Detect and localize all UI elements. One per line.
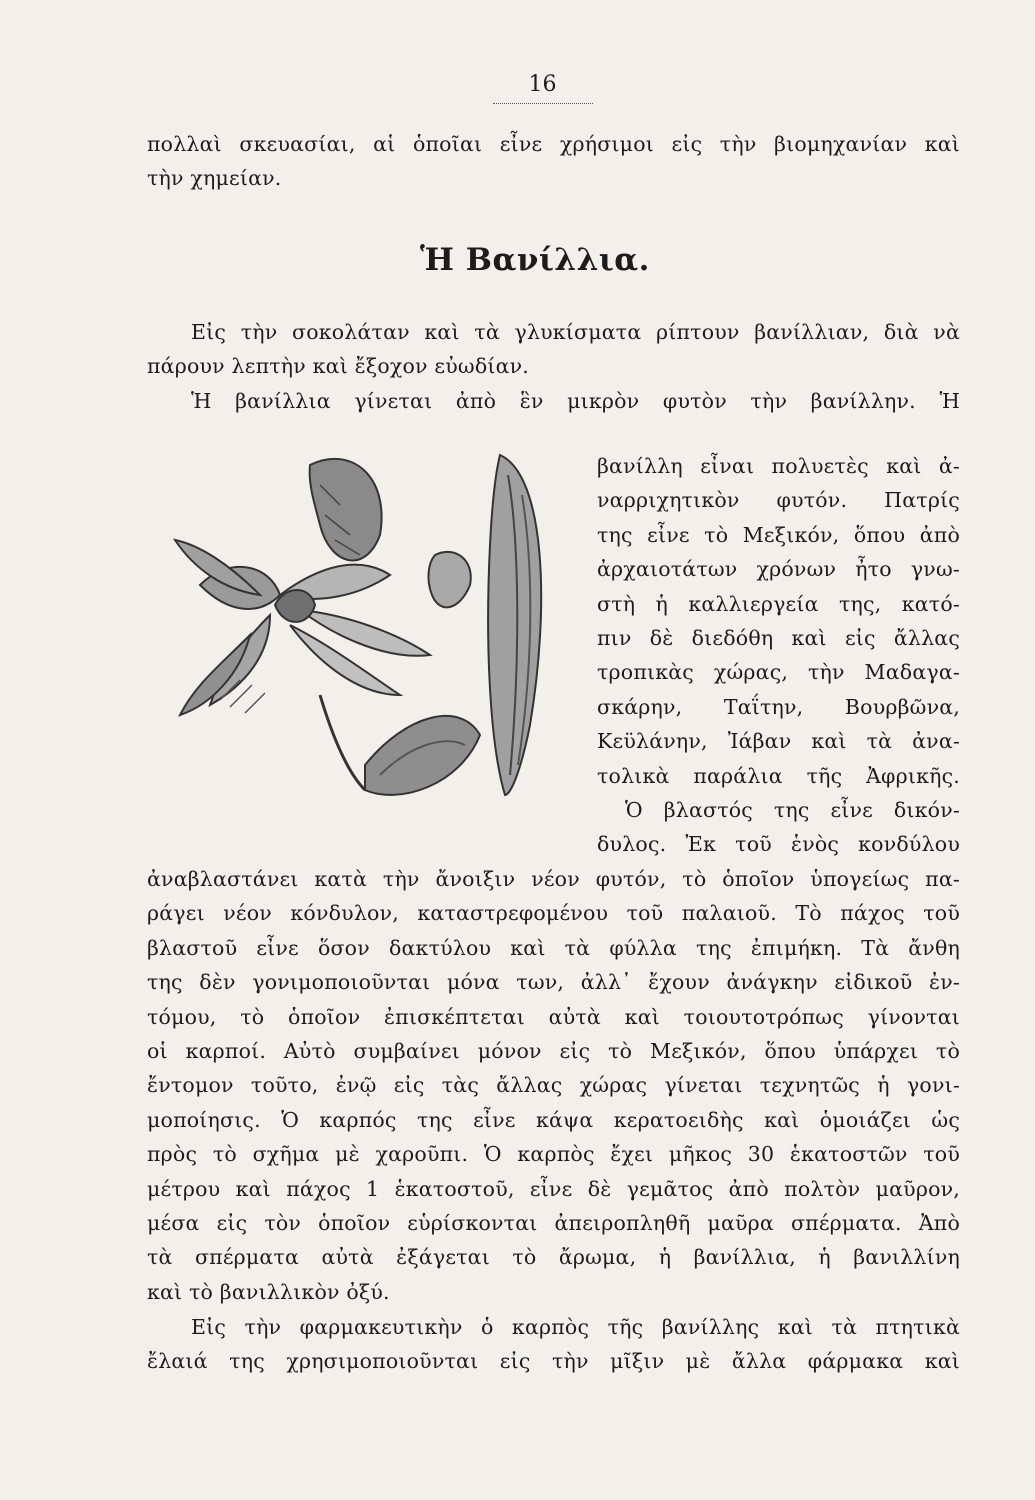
text-line: πρὸς τὸ σχῆμα μὲ χαροῦπι. Ὁ καρπὸς ἔχει μῆκος 30 ἑκατοστῶν τοῦ [147,1142,960,1167]
paragraph-2 [147,862,960,1309]
text-line: ράγει νέον κόνδυλον, καταστρεφομένου τοῦ παλαιοῦ. Τὸ πάχος τοῦ [147,901,960,926]
text-line: Ἡ βανίλλια γίνεται ἀπὸ ἓν μικρὸν φυτὸν τὴν βανίλλην. Ἡ [191,388,960,413]
vanilla-flower-engraving-icon [160,445,580,840]
text-line: τὴν χημείαν. [147,166,282,191]
text-line: Εἰς τὴν φαρμακευτικὴν ὁ καρπὸς τῆς βανίλλης καὶ τὰ πτητικὰ [191,1315,960,1339]
text-line: δυλος. Ἐκ τοῦ ἑνὸς κονδύλου [597,832,960,857]
text-line: στὴ ἡ καλλιεργεία της, κατό- [597,591,960,616]
text-line: πιν δὲ διεδόθη καὶ εἰς ἄλλας [597,625,960,650]
text-line: πάρουν λεπτὴν καὶ ἔξοχον εὐωδίαν. [147,354,530,379]
intro-paragraph [147,127,960,196]
page-number-rule [493,103,593,104]
section-heading: Ἡ Βανίλλια. [420,242,650,278]
text-line: τὰ σπέρματα αὐτὰ ἐξάγεται τὸ ἄρωμα, ἡ βανίλλια, ἡ βανιλλίνη [147,1245,960,1270]
text-line: μοποίησις. Ὁ καρπός της εἶνε κάψα κερατοειδὴς καὶ ὁμοιάζει ὡς [147,1107,960,1132]
text-line: ἔντομον τοῦτο, ἐνῷ εἰς τὰς ἄλλας χώρας γίνεται τεχνητῶς ἡ γονι- [147,1073,960,1098]
text-line: ἀναβλαστάνει κατὰ τὴν ἄνοιξιν νέον φυτόν, τὸ ὁποῖον ὑπογείως πα- [147,867,960,891]
paragraph-3 [147,1310,960,1379]
text-line: μέσα εἰς τὸν ὁποῖον εὑρίσκονται ἀπειροπληθῆ μαῦρα σπέρματα. Ἀπὸ [147,1210,960,1235]
text-line: τολικὰ παράλια τῆς Ἀφρικῆς. [597,763,960,788]
text-line: Εἰς τὴν σοκολάταν καὶ τὰ γλυκίσματα ρίπτουν βανίλλιαν, διὰ νὰ [191,320,960,344]
text-line: βλαστοῦ εἶνε ὅσον δακτύλου καὶ τὰ φύλλα της ἐπιμήκη. Τὰ ἄνθη [147,935,960,960]
text-line: καὶ τὸ βανιλλικὸν ὀξύ. [147,1279,390,1304]
paragraph-1-column [597,449,960,862]
text-line: της δὲν γονιμοποιοῦνται μόνα των, ἀλλ᾽ ἔχουν ἀνάγκην εἰδικοῦ ἐν- [147,970,960,995]
text-line: Ὁ βλαστός της εἶνε δικόν- [625,797,960,822]
text-line: ναρριχητικὸν φυτόν. Πατρίς [597,488,960,513]
paragraph-1 [147,315,960,418]
text-line: πολλαὶ σκευασίαι, αἱ ὁποῖαι εἶνε χρήσιμοι εἰς τὴν βιομηχανίαν καὶ [147,132,960,156]
page-number: 16 [528,72,557,97]
text-line: τροπικὰς χώρας, τὴν Μαδαγα- [597,660,960,685]
text-line: Κεϋλάνην, Ἰάβαν καὶ τὰ ἀνα- [597,729,960,754]
text-line: μέτρου καὶ πάχος 1 ἑκατοστοῦ, εἶνε δὲ γεμᾶτος ἀπὸ πολτὸν μαῦρον, [147,1176,960,1201]
text-line: ἔλαιά της χρησιμοποιοῦνται εἰς τὴν μῖξιν μὲ ἄλλα φάρμακα καὶ [147,1349,960,1374]
text-line: της εἶνε τὸ Μεξικόν, ὅπου ἀπὸ [597,522,960,547]
text-line: οἱ καρποί. Αὐτὸ συμβαίνει μόνον εἰς τὸ Μεξικόν, ὅπου ὑπάρχει τὸ [147,1038,960,1063]
text-line: σκάρην, Ταΐτην, Βουρβῶνα, [597,694,960,719]
vanilla-plant-illustration [160,445,580,840]
text-line: ἀρχαιοτάτων χρόνων ἦτο γνω- [597,557,960,582]
text-line: βανίλλη εἶναι πολυετὲς καὶ ἀ- [597,454,960,478]
text-line: τόμου, τὸ ὁποῖον ἐπισκέπτεται αὐτὰ καὶ τοιουτοτρόπως γίνονται [147,1004,960,1029]
